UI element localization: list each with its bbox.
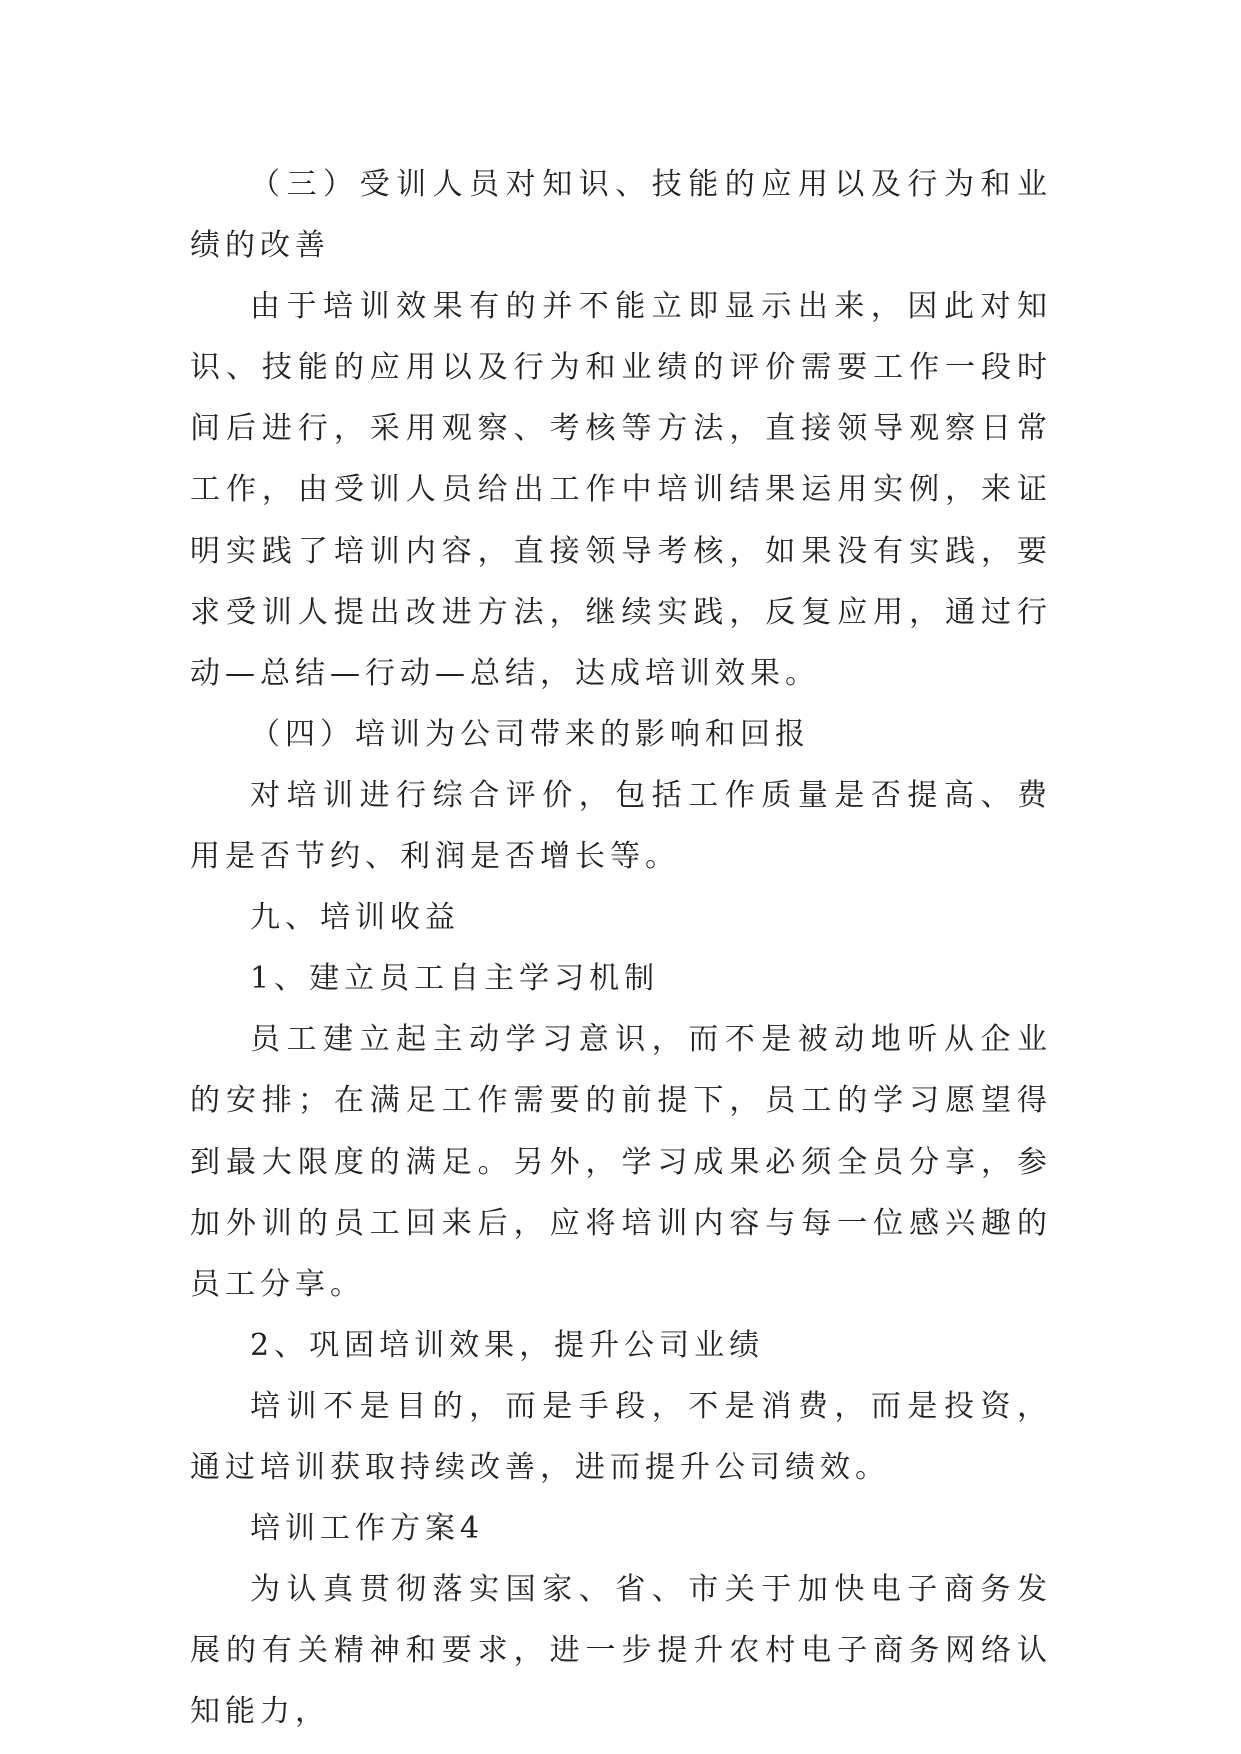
body-paragraph: 为认真贯彻落实国家、省、市关于加快电子商务发展的有关精神和要求，进一步提升农村电子商务网络认知能力， xyxy=(190,1572,1052,1730)
chapter-heading-9: 九、培训收益 xyxy=(250,900,460,936)
subheading-1: 1、建立员工自主学习机制 xyxy=(250,961,660,997)
body-paragraph: 对培训进行综合评价，包括工作质量是否提高、费用是否节约、利润是否增长等。 xyxy=(190,777,1052,875)
body-paragraph: 员工建立起主动学习意识，而不是被动地听从企业的安排；在满足工作需要的前提下，员工的学习愿望得到最大限度的满足。另外，学习成果必须全员分享，参加外训的员工回来后，应将培训内容与每一位感兴趣的员工分享。 xyxy=(190,1022,1052,1302)
subheading-2: 2、巩固培训效果，提升公司业绩 xyxy=(250,1327,765,1363)
plan-title: 培训工作方案4 xyxy=(250,1511,485,1547)
document-body xyxy=(190,154,1052,1742)
section-heading-3: （三）受训人员对知识、技能的应用以及行为和业绩的改善 xyxy=(190,167,1052,264)
body-paragraph: 由于培训效果有的并不能立即显示出来，因此对知识、技能的应用以及行为和业绩的评价需要工作一段时间后进行，采用观察、考核等方法，直接领导观察日常工作，由受训人员给出工作中培训结果运用实例，来证明实践了培训内容，直接领导考核，如果没有实践，要求受训人提出改进方法，继续实践，反复应用，通过行动—总结—行动—总结，达成培训效果。 xyxy=(190,289,1052,691)
section-heading-4: （四）培训为公司带来的影响和回报 xyxy=(250,716,810,752)
body-paragraph: 培训不是目的，而是手段，不是消费，而是投资，通过培训获取持续改善，进而提升公司绩效。 xyxy=(190,1388,1052,1485)
